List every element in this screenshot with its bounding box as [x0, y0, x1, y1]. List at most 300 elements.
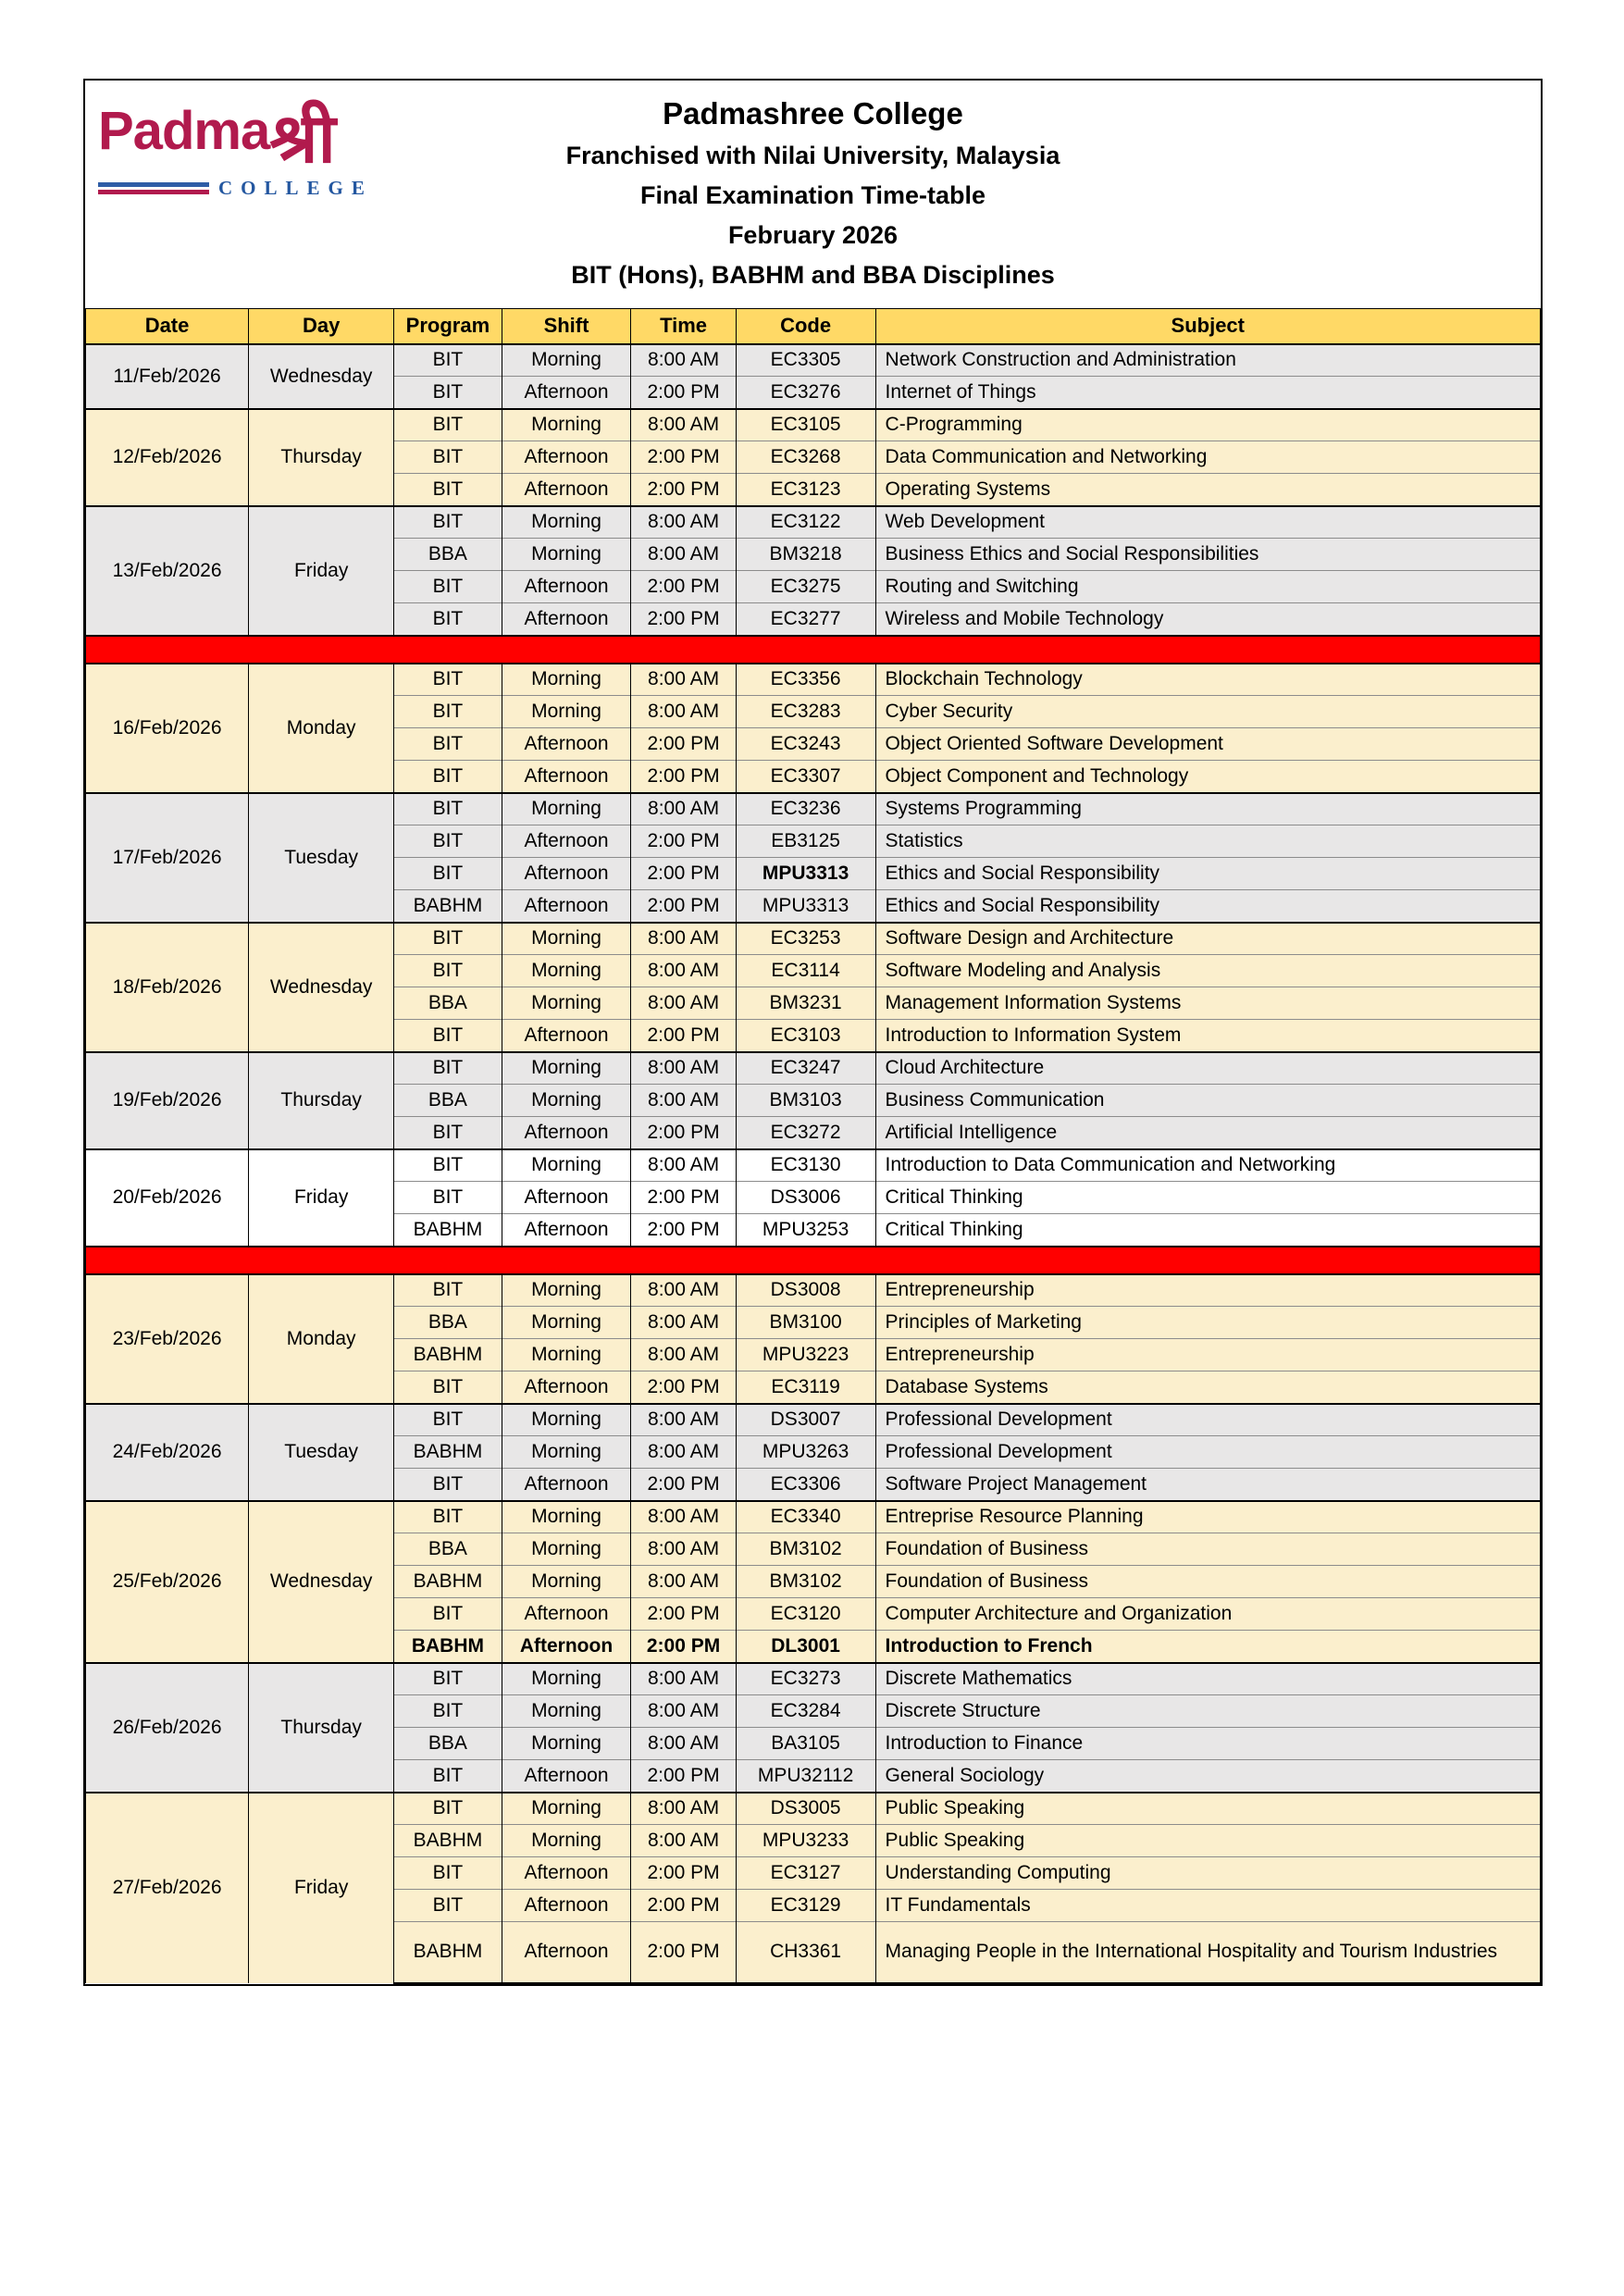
program-cell: BIT: [394, 1469, 502, 1501]
subject-cell: Foundation of Business: [875, 1566, 1540, 1598]
shift-cell: Morning: [502, 793, 631, 825]
shift-cell: Morning: [502, 1404, 631, 1436]
subject-cell: Object Component and Technology: [875, 761, 1540, 793]
program-cell: BABHM: [394, 1631, 502, 1663]
shift-cell: Morning: [502, 1793, 631, 1825]
subject-cell: Software Modeling and Analysis: [875, 955, 1540, 987]
program-cell: BIT: [394, 1663, 502, 1695]
subject-cell: Discrete Mathematics: [875, 1663, 1540, 1695]
column-header-shift: Shift: [502, 309, 631, 344]
exam-timetable: [85, 308, 1541, 1984]
time-cell: 2:00 PM: [631, 1890, 736, 1922]
time-cell: 8:00 AM: [631, 1566, 736, 1598]
program-cell: BIT: [394, 474, 502, 506]
day-cell: Wednesday: [249, 923, 394, 1052]
program-cell: BABHM: [394, 1825, 502, 1857]
shift-cell: Morning: [502, 664, 631, 696]
time-cell: 8:00 AM: [631, 1436, 736, 1469]
time-cell: 2:00 PM: [631, 1371, 736, 1404]
program-cell: BIT: [394, 696, 502, 728]
subject-cell: Introduction to Data Communication and Networking: [875, 1149, 1540, 1182]
subject-cell: Introduction to French: [875, 1631, 1540, 1663]
document-title: Final Examination Time-table: [639, 181, 986, 209]
shift-cell: Morning: [502, 1695, 631, 1728]
subject-cell: Artificial Intelligence: [875, 1117, 1540, 1149]
program-cell: BBA: [394, 987, 502, 1020]
subject-cell: Database Systems: [875, 1371, 1540, 1404]
time-cell: 2:00 PM: [631, 1598, 736, 1631]
date-cell: 13/Feb/2026: [86, 506, 249, 636]
date-cell: 12/Feb/2026: [86, 409, 249, 506]
time-cell: 2:00 PM: [631, 1922, 736, 1983]
logo-college-row: [98, 179, 373, 198]
time-cell: 8:00 AM: [631, 1404, 736, 1436]
code-cell: EC3275: [736, 571, 875, 603]
code-cell: EC3120: [736, 1598, 875, 1631]
time-cell: 8:00 AM: [631, 539, 736, 571]
time-cell: 2:00 PM: [631, 1469, 736, 1501]
logo-devanagari-shree: श्री: [269, 100, 336, 177]
time-cell: 2:00 PM: [631, 474, 736, 506]
code-cell: EC3253: [736, 923, 875, 955]
exam-row: [86, 793, 1541, 825]
shift-cell: Morning: [502, 1533, 631, 1566]
exam-row: [86, 1274, 1541, 1307]
time-cell: 8:00 AM: [631, 1052, 736, 1085]
code-cell: BM3100: [736, 1307, 875, 1339]
shift-cell: Afternoon: [502, 474, 631, 506]
time-cell: 2:00 PM: [631, 728, 736, 761]
date-cell: 20/Feb/2026: [86, 1149, 249, 1247]
timetable-header: [86, 309, 1541, 344]
date-cell: 25/Feb/2026: [86, 1501, 249, 1663]
shift-cell: Morning: [502, 1307, 631, 1339]
code-cell: EC3122: [736, 506, 875, 539]
code-cell: EC3272: [736, 1117, 875, 1149]
code-cell: MPU3313: [736, 890, 875, 923]
subject-cell: Managing People in the International Hospitality and Tourism Industries: [875, 1922, 1540, 1983]
subject-cell: Statistics: [875, 825, 1540, 858]
code-cell: BA3105: [736, 1728, 875, 1760]
code-cell: BM3218: [736, 539, 875, 571]
time-cell: 8:00 AM: [631, 987, 736, 1020]
code-cell: DS3006: [736, 1182, 875, 1214]
exam-row: [86, 409, 1541, 441]
time-cell: 2:00 PM: [631, 377, 736, 409]
program-cell: BIT: [394, 1760, 502, 1793]
time-cell: 8:00 AM: [631, 1825, 736, 1857]
program-cell: BIT: [394, 858, 502, 890]
shift-cell: Morning: [502, 1052, 631, 1085]
shift-cell: Afternoon: [502, 825, 631, 858]
program-cell: BABHM: [394, 1214, 502, 1247]
time-cell: 2:00 PM: [631, 1214, 736, 1247]
time-cell: 8:00 AM: [631, 1339, 736, 1371]
shift-cell: Morning: [502, 1663, 631, 1695]
code-cell: MPU32112: [736, 1760, 875, 1793]
shift-cell: Morning: [502, 1436, 631, 1469]
code-cell: EC3236: [736, 793, 875, 825]
exam-row: [86, 1793, 1541, 1825]
column-header-program: Program: [394, 309, 502, 344]
code-cell: BM3231: [736, 987, 875, 1020]
program-cell: BIT: [394, 571, 502, 603]
program-cell: BABHM: [394, 1922, 502, 1983]
code-cell: EC3247: [736, 1052, 875, 1085]
code-cell: BM3102: [736, 1566, 875, 1598]
time-cell: 8:00 AM: [631, 506, 736, 539]
logo-stripe-blue: [98, 182, 209, 187]
date-cell: 26/Feb/2026: [86, 1663, 249, 1793]
shift-cell: Afternoon: [502, 1371, 631, 1404]
time-cell: 8:00 AM: [631, 696, 736, 728]
program-cell: BIT: [394, 923, 502, 955]
subject-cell: Public Speaking: [875, 1793, 1540, 1825]
subject-cell: Systems Programming: [875, 793, 1540, 825]
time-cell: 8:00 AM: [631, 664, 736, 696]
program-cell: BIT: [394, 1117, 502, 1149]
code-cell: MPU3223: [736, 1339, 875, 1371]
time-cell: 8:00 AM: [631, 1085, 736, 1117]
shift-cell: Afternoon: [502, 728, 631, 761]
shift-cell: Afternoon: [502, 1631, 631, 1663]
shift-cell: Morning: [502, 955, 631, 987]
program-cell: BIT: [394, 1793, 502, 1825]
subject-cell: Data Communication and Networking: [875, 441, 1540, 474]
shift-cell: Afternoon: [502, 571, 631, 603]
subject-cell: Web Development: [875, 506, 1540, 539]
program-cell: BIT: [394, 1182, 502, 1214]
subject-cell: Operating Systems: [875, 474, 1540, 506]
logo-wordmark-row: [98, 100, 373, 177]
program-cell: BABHM: [394, 890, 502, 923]
program-cell: BIT: [394, 344, 502, 377]
exam-row: [86, 923, 1541, 955]
shift-cell: Morning: [502, 1728, 631, 1760]
code-cell: EC3268: [736, 441, 875, 474]
code-cell: EC3105: [736, 409, 875, 441]
day-cell: Friday: [249, 1793, 394, 1983]
day-cell: Friday: [249, 506, 394, 636]
program-cell: BIT: [394, 1274, 502, 1307]
code-cell: EC3114: [736, 955, 875, 987]
subject-cell: Principles of Marketing: [875, 1307, 1540, 1339]
exam-row: [86, 344, 1541, 377]
program-cell: BIT: [394, 728, 502, 761]
code-cell: CH3361: [736, 1922, 875, 1983]
program-cell: BIT: [394, 1020, 502, 1052]
program-cell: BABHM: [394, 1339, 502, 1371]
day-cell: Friday: [249, 1149, 394, 1247]
program-cell: BIT: [394, 377, 502, 409]
program-cell: BIT: [394, 1149, 502, 1182]
time-cell: 2:00 PM: [631, 1760, 736, 1793]
shift-cell: Morning: [502, 1085, 631, 1117]
program-cell: BIT: [394, 1890, 502, 1922]
code-cell: EC3103: [736, 1020, 875, 1052]
shift-cell: Afternoon: [502, 1890, 631, 1922]
subject-cell: Cyber Security: [875, 696, 1540, 728]
shift-cell: Afternoon: [502, 1857, 631, 1890]
shift-cell: Afternoon: [502, 377, 631, 409]
exam-row: [86, 1404, 1541, 1436]
program-cell: BBA: [394, 1307, 502, 1339]
subject-cell: Foundation of Business: [875, 1533, 1540, 1566]
subject-cell: Introduction to Finance: [875, 1728, 1540, 1760]
code-cell: EB3125: [736, 825, 875, 858]
day-cell: Tuesday: [249, 1404, 394, 1501]
code-cell: DL3001: [736, 1631, 875, 1663]
subject-cell: Management Information Systems: [875, 987, 1540, 1020]
code-cell: EC3305: [736, 344, 875, 377]
shift-cell: Morning: [502, 506, 631, 539]
logo-stripes: [98, 182, 209, 194]
day-cell: Thursday: [249, 1663, 394, 1793]
subject-cell: C-Programming: [875, 409, 1540, 441]
program-cell: BIT: [394, 761, 502, 793]
exam-row: [86, 1052, 1541, 1085]
program-cell: BIT: [394, 1695, 502, 1728]
shift-cell: Afternoon: [502, 603, 631, 636]
subject-cell: Computer Architecture and Organization: [875, 1598, 1540, 1631]
time-cell: 8:00 AM: [631, 923, 736, 955]
shift-cell: Afternoon: [502, 858, 631, 890]
subject-cell: Object Oriented Software Development: [875, 728, 1540, 761]
header-row: [86, 309, 1541, 344]
shift-cell: Morning: [502, 923, 631, 955]
code-cell: EC3119: [736, 1371, 875, 1404]
shift-cell: Morning: [502, 1274, 631, 1307]
date-cell: 23/Feb/2026: [86, 1274, 249, 1404]
shift-cell: Morning: [502, 409, 631, 441]
code-cell: MPU3313: [736, 858, 875, 890]
time-cell: 8:00 AM: [631, 344, 736, 377]
code-cell: MPU3253: [736, 1214, 875, 1247]
date-cell: 19/Feb/2026: [86, 1052, 249, 1149]
shift-cell: Afternoon: [502, 1760, 631, 1793]
exam-row: [86, 506, 1541, 539]
shift-cell: Afternoon: [502, 1469, 631, 1501]
college-logo: [98, 100, 373, 199]
day-cell: Wednesday: [249, 344, 394, 409]
day-cell: Tuesday: [249, 793, 394, 923]
subject-cell: Entrepreneurship: [875, 1339, 1540, 1371]
shift-cell: Morning: [502, 696, 631, 728]
title-block: [85, 81, 1541, 308]
shift-cell: Morning: [502, 1149, 631, 1182]
subject-cell: Entreprise Resource Planning: [875, 1501, 1540, 1533]
time-cell: 8:00 AM: [631, 1663, 736, 1695]
program-cell: BBA: [394, 1533, 502, 1566]
shift-cell: Morning: [502, 1566, 631, 1598]
subject-cell: Blockchain Technology: [875, 664, 1540, 696]
program-cell: BIT: [394, 1598, 502, 1631]
time-cell: 8:00 AM: [631, 1695, 736, 1728]
code-cell: EC3356: [736, 664, 875, 696]
exam-row: [86, 1501, 1541, 1533]
subject-cell: Cloud Architecture: [875, 1052, 1540, 1085]
shift-cell: Morning: [502, 539, 631, 571]
subject-cell: Professional Development: [875, 1436, 1540, 1469]
day-cell: Monday: [249, 664, 394, 793]
program-cell: BIT: [394, 603, 502, 636]
time-cell: 8:00 AM: [631, 955, 736, 987]
program-cell: BIT: [394, 506, 502, 539]
shift-cell: Morning: [502, 1825, 631, 1857]
time-cell: 8:00 AM: [631, 1533, 736, 1566]
subject-cell: Business Communication: [875, 1085, 1540, 1117]
time-cell: 2:00 PM: [631, 1020, 736, 1052]
month-line: February 2026: [727, 221, 899, 249]
subject-cell: Critical Thinking: [875, 1214, 1540, 1247]
program-cell: BABHM: [394, 1566, 502, 1598]
date-cell: 27/Feb/2026: [86, 1793, 249, 1983]
subject-cell: Internet of Things: [875, 377, 1540, 409]
day-cell: Wednesday: [249, 1501, 394, 1663]
code-cell: EC3277: [736, 603, 875, 636]
weekend-separator-row: [86, 1247, 1541, 1274]
program-cell: BBA: [394, 1085, 502, 1117]
program-cell: BIT: [394, 793, 502, 825]
time-cell: 8:00 AM: [631, 1274, 736, 1307]
time-cell: 8:00 AM: [631, 409, 736, 441]
program-cell: BBA: [394, 539, 502, 571]
date-cell: 24/Feb/2026: [86, 1404, 249, 1501]
time-cell: 2:00 PM: [631, 825, 736, 858]
code-cell: EC3307: [736, 761, 875, 793]
program-cell: BIT: [394, 664, 502, 696]
program-cell: BIT: [394, 1857, 502, 1890]
franchise-line: Franchised with Nilai University, Malaysia: [565, 142, 1060, 169]
code-cell: BM3102: [736, 1533, 875, 1566]
weekend-separator-row: [86, 636, 1541, 664]
subject-cell: Business Ethics and Social Responsibilities: [875, 539, 1540, 571]
subject-cell: Understanding Computing: [875, 1857, 1540, 1890]
logo-college-label: COLLEGE: [218, 177, 373, 199]
exam-row: [86, 1663, 1541, 1695]
program-cell: BIT: [394, 1052, 502, 1085]
timetable-sheet: [83, 79, 1543, 1986]
subject-cell: Discrete Structure: [875, 1695, 1540, 1728]
code-cell: DS3008: [736, 1274, 875, 1307]
code-cell: DS3007: [736, 1404, 875, 1436]
logo-stripe-red: [98, 190, 209, 194]
code-cell: MPU3263: [736, 1436, 875, 1469]
program-cell: BIT: [394, 1371, 502, 1404]
code-cell: EC3130: [736, 1149, 875, 1182]
subject-cell: Introduction to Information System: [875, 1020, 1540, 1052]
shift-cell: Morning: [502, 987, 631, 1020]
time-cell: 2:00 PM: [631, 1117, 736, 1149]
shift-cell: Afternoon: [502, 890, 631, 923]
program-cell: BBA: [394, 1728, 502, 1760]
program-cell: BIT: [394, 955, 502, 987]
subject-cell: Ethics and Social Responsibility: [875, 858, 1540, 890]
subject-cell: Ethics and Social Responsibility: [875, 890, 1540, 923]
code-cell: EC3127: [736, 1857, 875, 1890]
column-header-day: Day: [249, 309, 394, 344]
date-cell: 11/Feb/2026: [86, 344, 249, 409]
time-cell: 2:00 PM: [631, 858, 736, 890]
time-cell: 8:00 AM: [631, 1728, 736, 1760]
shift-cell: Morning: [502, 344, 631, 377]
program-cell: BABHM: [394, 1436, 502, 1469]
subject-cell: Software Project Management: [875, 1469, 1540, 1501]
time-cell: 2:00 PM: [631, 761, 736, 793]
shift-cell: Afternoon: [502, 761, 631, 793]
column-header-time: Time: [631, 309, 736, 344]
program-cell: BIT: [394, 1404, 502, 1436]
weekend-separator-band: [86, 1247, 1541, 1274]
program-cell: BIT: [394, 1501, 502, 1533]
code-cell: EC3273: [736, 1663, 875, 1695]
subject-cell: Critical Thinking: [875, 1182, 1540, 1214]
shift-cell: Afternoon: [502, 1020, 631, 1052]
time-cell: 8:00 AM: [631, 1501, 736, 1533]
shift-cell: Afternoon: [502, 1598, 631, 1631]
subject-cell: Entrepreneurship: [875, 1274, 1540, 1307]
time-cell: 2:00 PM: [631, 890, 736, 923]
code-cell: EC3284: [736, 1695, 875, 1728]
shift-cell: Afternoon: [502, 1182, 631, 1214]
subject-cell: Routing and Switching: [875, 571, 1540, 603]
subject-cell: Public Speaking: [875, 1825, 1540, 1857]
subject-cell: General Sociology: [875, 1760, 1540, 1793]
time-cell: 2:00 PM: [631, 1631, 736, 1663]
disciplines-line: BIT (Hons), BABHM and BBA Disciplines: [571, 261, 1055, 289]
time-cell: 8:00 AM: [631, 793, 736, 825]
exam-row: [86, 664, 1541, 696]
shift-cell: Morning: [502, 1339, 631, 1371]
weekend-separator-band: [86, 636, 1541, 664]
code-cell: DS3005: [736, 1793, 875, 1825]
code-cell: EC3276: [736, 377, 875, 409]
code-cell: EC3306: [736, 1469, 875, 1501]
program-cell: BIT: [394, 409, 502, 441]
code-cell: EC3283: [736, 696, 875, 728]
time-cell: 2:00 PM: [631, 1182, 736, 1214]
subject-cell: Network Construction and Administration: [875, 344, 1540, 377]
logo-wordmark-text: Padma: [98, 101, 270, 161]
day-cell: Thursday: [249, 409, 394, 506]
time-cell: 2:00 PM: [631, 1857, 736, 1890]
time-cell: 8:00 AM: [631, 1793, 736, 1825]
time-cell: 2:00 PM: [631, 441, 736, 474]
time-cell: 8:00 AM: [631, 1149, 736, 1182]
subject-cell: Professional Development: [875, 1404, 1540, 1436]
column-header-date: Date: [86, 309, 249, 344]
column-header-subject: Subject: [875, 309, 1540, 344]
time-cell: 2:00 PM: [631, 603, 736, 636]
date-cell: 16/Feb/2026: [86, 664, 249, 793]
code-cell: MPU3233: [736, 1825, 875, 1857]
date-cell: 17/Feb/2026: [86, 793, 249, 923]
code-cell: EC3123: [736, 474, 875, 506]
shift-cell: Afternoon: [502, 1214, 631, 1247]
code-cell: EC3243: [736, 728, 875, 761]
column-header-code: Code: [736, 309, 875, 344]
college-name-title: Padmashree College: [663, 96, 963, 130]
code-cell: BM3103: [736, 1085, 875, 1117]
subject-cell: Wireless and Mobile Technology: [875, 603, 1540, 636]
timetable-body: [86, 344, 1541, 1983]
date-cell: 18/Feb/2026: [86, 923, 249, 1052]
code-cell: EC3340: [736, 1501, 875, 1533]
shift-cell: Afternoon: [502, 441, 631, 474]
shift-cell: Morning: [502, 1501, 631, 1533]
time-cell: 8:00 AM: [631, 1307, 736, 1339]
shift-cell: Afternoon: [502, 1922, 631, 1983]
